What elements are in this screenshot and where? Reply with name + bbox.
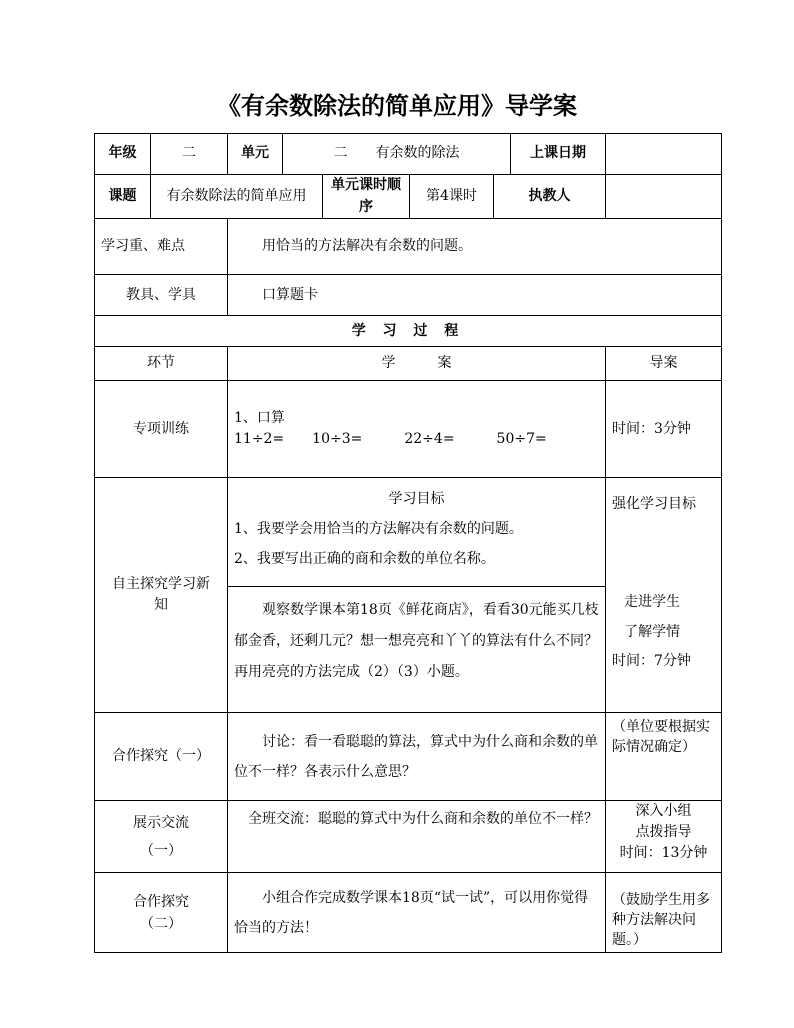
exchange-1-guide: [606, 801, 722, 873]
plan-column-header: 学 案: [228, 347, 606, 381]
exchange-1-stage-number: （一）: [140, 842, 182, 859]
cooperation-2-row: [95, 873, 722, 953]
observe-block: [228, 586, 605, 712]
training-line-1: 1、口算: [234, 409, 285, 426]
stage-column-header: 环节: [95, 347, 228, 381]
self-study-content: [228, 478, 606, 713]
guide-understand-situation: 了解学情: [624, 623, 680, 640]
exchange-1-content: [228, 801, 606, 873]
date-value: [606, 134, 722, 175]
exchange-1-row: [95, 801, 722, 873]
grade-label: 年级: [95, 134, 151, 175]
order-value: 第4课时: [410, 175, 494, 219]
cooperation-2-content: [228, 873, 606, 953]
observe-text: 观察数学课本第18页《鲜花商店》，看看30元能买几枝郁金香，还剩几元？想一想亮亮和丫丫的算法有什么不同？再用亮亮的方法完成（2）（3）小题。: [234, 602, 599, 681]
tools-row: [95, 275, 722, 316]
column-header-row: [95, 347, 722, 381]
header-row-2: [95, 175, 722, 219]
process-title-row: [95, 316, 722, 347]
guide-coaching: 点拨指导: [635, 824, 692, 841]
cooperation-1-guide: （单位要根据实际情况确定）: [606, 713, 722, 801]
topic-value: 有余数除法的简单应用: [151, 175, 323, 219]
teacher-value: [606, 175, 722, 219]
cooperation-1-row: [95, 713, 722, 801]
unit-value: 二 有余数的除法: [283, 134, 511, 175]
training-content: [228, 381, 606, 478]
self-study-row: [95, 478, 722, 713]
focus-row: [95, 219, 722, 275]
cooperation-2-stage-number: （二）: [140, 915, 182, 932]
page-title: 《有余数除法的简单应用》导学案: [217, 91, 577, 120]
goal-1: 1、我要学会用恰当的方法解决有余数的问题。: [234, 521, 523, 538]
cooperation-1-text: 讨论：看一看聪聪的算法，算式中为什么商和余数的单位不一样？各表示什么意思？: [234, 733, 598, 780]
cooperation-2-text: 小组合作完成数学课本18页“试一试”，可以用你觉得恰当的方法！: [234, 889, 589, 936]
topic-label: 课题: [95, 175, 151, 219]
training-stage: 专项训练: [95, 381, 228, 478]
unit-label: 单元: [228, 134, 283, 175]
training-line-2: 11÷2= 10÷3= 22÷4= 50÷7=: [234, 431, 547, 448]
guide-strengthen-goals: 强化学习目标: [612, 496, 696, 513]
guide-time-13: 时间：13分钟: [619, 845, 708, 862]
goals-title: 学习目标: [388, 491, 445, 508]
exchange-1-stage: [95, 801, 228, 873]
guide-deep-in-groups: 深入小组: [635, 803, 692, 820]
goal-2: 2、我要写出正确的商和余数的单位名称。: [234, 551, 495, 568]
order-label: 单元课时顺序: [323, 175, 410, 219]
lesson-plan-table: [94, 133, 722, 953]
cooperation-2-stage: [95, 873, 228, 953]
date-label: 上课日期: [511, 134, 606, 175]
tools-value: 口算题卡: [228, 275, 722, 316]
goals-block: [228, 478, 605, 586]
focus-label: 学习重、难点: [95, 219, 228, 275]
training-guide: 时间：3分钟: [606, 381, 722, 478]
training-row: [95, 381, 722, 478]
exchange-1-text: 全班交流：聪聪的算式中为什么商和余数的单位不一样？: [248, 811, 598, 828]
guide-approach-students: 走进学生: [624, 594, 680, 611]
tools-label: 教具、学具: [95, 275, 228, 316]
cooperation-2-guide: （鼓励学生用多种方法解决问题。）: [606, 873, 722, 953]
process-title: 学 习 过 程: [95, 316, 722, 347]
grade-value: 二: [151, 134, 228, 175]
guide-time-7: 时间：7分钟: [612, 653, 691, 670]
guide-column-header: 导案: [606, 347, 722, 381]
self-study-guide: [606, 478, 722, 713]
cooperation-1-content: [228, 713, 606, 801]
exchange-1-stage-title: 展示交流: [133, 814, 189, 831]
cooperation-2-stage-title: 合作探究: [133, 893, 189, 910]
cooperation-1-stage: 合作探究（一）: [95, 713, 228, 801]
header-row-1: [95, 134, 722, 175]
self-study-stage: 自主探究学习新知: [95, 478, 228, 713]
teacher-label: 执教人: [494, 175, 606, 219]
focus-value: 用恰当的方法解决有余数的问题。: [228, 219, 722, 275]
